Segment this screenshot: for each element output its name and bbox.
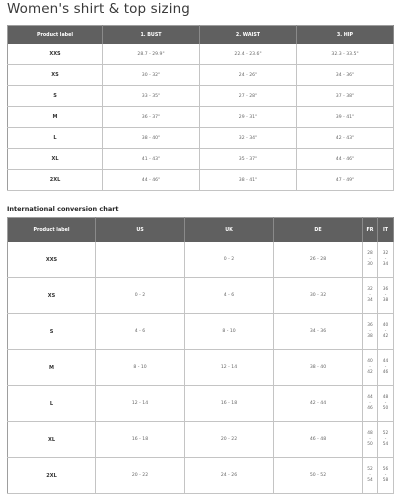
sizing-cell-hip: 42 - 43" [297,128,394,149]
conversion-cell-it [378,242,394,278]
conversion-cell-label: 2XL [8,458,96,494]
conversion-fr-part: 46 [367,406,373,412]
conversion-cell-us: 4 - 6 [96,314,185,350]
conversion-chart-title: International conversion chart [7,205,119,213]
conversion-cell-fr [363,350,378,386]
sizing-cell-label: XS [8,65,103,86]
sizing-cell-hip: 47 - 49" [297,170,394,191]
conversion-it-part: - [384,364,387,370]
conversion-table [7,217,394,494]
conversion-it-part: 42 [382,334,389,340]
conversion-header-us: US [96,218,185,243]
conversion-it-part: 36 [382,287,389,293]
sizing-cell-bust: 28.7 - 29.9" [103,44,200,65]
conversion-row [8,242,394,278]
sizing-cell-hip: 39 - 41" [297,107,394,128]
conversion-cell-uk: 16 - 18 [185,386,274,422]
conversion-cell-label: XL [8,422,96,458]
conversion-fr-part: 42 [367,370,373,376]
sizing-cell-hip: 37 - 38" [297,86,394,107]
conversion-fr-part: 54 [367,478,373,484]
conversion-cell-de: 30 - 32 [274,278,363,314]
sizing-cell-bust: 41 - 43" [103,149,200,170]
conversion-fr-part: 50 [367,442,373,448]
conversion-it-part: 58 [382,478,389,484]
conversion-fr-part: - [369,472,371,478]
conversion-cell-us: 16 - 18 [96,422,185,458]
conversion-cell-de: 38 - 40 [274,350,363,386]
conversion-cell-us: 0 - 2 [96,278,185,314]
sizing-row [8,128,394,149]
conversion-fr-part: - [369,364,371,370]
conversion-header-de: DE [274,218,363,243]
sizing-table-body [8,44,394,191]
conversion-cell-label: XS [8,278,96,314]
conversion-fr-part: 28 [367,251,373,257]
conversion-it-part: - [384,436,387,442]
conversion-it-part: 40 [382,323,389,329]
conversion-it-part: 38 [382,298,389,304]
conversion-cell-uk: 8 - 10 [185,314,274,350]
conversion-fr-part: 38 [367,334,373,340]
conversion-fr-part: 52 [367,467,373,473]
conversion-cell-uk: 12 - 14 [185,350,274,386]
conversion-fr-part: 34 [367,298,373,304]
sizing-cell-hip: 34 - 36" [297,65,394,86]
conversion-it-part: - [384,292,387,298]
sizing-cell-label: S [8,86,103,107]
conversion-cell-uk: 4 - 6 [185,278,274,314]
conversion-it-part: 34 [382,262,389,268]
conversion-cell-de: 46 - 48 [274,422,363,458]
conversion-row [8,314,394,350]
conversion-row [8,458,394,494]
conversion-cell-it [378,458,394,494]
conversion-fr-part: 44 [367,395,373,401]
conversion-it-part: 50 [382,406,389,412]
conversion-it-part: 56 [382,467,389,473]
conversion-fr-part: 30 [367,262,373,268]
conversion-cell-de: 50 - 52 [274,458,363,494]
conversion-cell-fr [363,386,378,422]
sizing-row [8,65,394,86]
sizing-cell-label: XXS [8,44,103,65]
sizing-cell-waist: 29 - 31" [200,107,297,128]
conversion-cell-fr [363,242,378,278]
sizing-row [8,170,394,191]
conversion-cell-us [96,242,185,278]
sizing-cell-label: L [8,128,103,149]
sizing-row [8,149,394,170]
conversion-cell-us: 8 - 10 [96,350,185,386]
sizing-row [8,44,394,65]
conversion-row [8,422,394,458]
conversion-cell-label: XXS [8,242,96,278]
conversion-fr-part: - [369,256,371,262]
sizing-row [8,107,394,128]
conversion-header-uk: UK [185,218,274,243]
sizing-cell-hip: 44 - 46" [297,149,394,170]
sizing-cell-waist: 38 - 41" [200,170,297,191]
conversion-cell-it [378,278,394,314]
sizing-cell-label: 2XL [8,170,103,191]
conversion-cell-de: 42 - 44 [274,386,363,422]
conversion-it-part: 46 [382,370,389,376]
conversion-it-part: - [384,400,387,406]
sizing-cell-waist: 35 - 37" [200,149,297,170]
sizing-cell-waist: 32 - 34" [200,128,297,149]
conversion-cell-label: L [8,386,96,422]
conversion-fr-part: 32 [367,287,373,293]
conversion-row [8,278,394,314]
conversion-row [8,386,394,422]
sizing-cell-bust: 38 - 40" [103,128,200,149]
sizing-header-product-label: Product label [8,26,103,45]
conversion-it-part: - [384,328,387,334]
conversion-it-part: 52 [382,431,389,437]
conversion-cell-it [378,422,394,458]
conversion-cell-it [378,314,394,350]
conversion-it-part: 54 [382,442,389,448]
conversion-header-it: IT [378,218,394,243]
sizing-cell-bust: 30 - 32" [103,65,200,86]
conversion-it-part: 44 [382,359,389,365]
sizing-cell-label: M [8,107,103,128]
sizing-row [8,86,394,107]
conversion-fr-part: - [369,436,371,442]
conversion-fr-part: 36 [367,323,373,329]
conversion-fr-part: - [369,400,371,406]
conversion-cell-us: 12 - 14 [96,386,185,422]
conversion-it-part: 48 [382,395,389,401]
conversion-header-fr: FR [363,218,378,243]
conversion-header-product-label: Product label [8,218,96,243]
conversion-cell-label: M [8,350,96,386]
sizing-cell-bust: 33 - 35" [103,86,200,107]
sizing-header-bust: 1. BUST [103,26,200,45]
conversion-cell-de: 26 - 28 [274,242,363,278]
conversion-fr-part: 40 [367,359,373,365]
sizing-cell-waist: 27 - 28" [200,86,297,107]
conversion-it-part: - [384,256,387,262]
conversion-it-part: 32 [382,251,389,257]
sizing-cell-bust: 36 - 37" [103,107,200,128]
sizing-table [7,25,394,191]
conversion-it-part: - [384,472,387,478]
conversion-row [8,350,394,386]
conversion-cell-fr [363,278,378,314]
conversion-cell-fr [363,314,378,350]
sizing-header-row [8,26,394,45]
conversion-cell-label: S [8,314,96,350]
sizing-cell-label: XL [8,149,103,170]
sizing-cell-hip: 32.3 - 33.5" [297,44,394,65]
conversion-cell-de: 34 - 36 [274,314,363,350]
conversion-cell-uk: 20 - 22 [185,422,274,458]
conversion-cell-it [378,350,394,386]
conversion-cell-it [378,386,394,422]
conversion-header-row [8,218,394,243]
conversion-cell-fr [363,422,378,458]
page-title: Women's shirt & top sizing [7,1,190,17]
sizing-cell-waist: 22.4 - 23.6" [200,44,297,65]
conversion-fr-part: - [369,328,371,334]
sizing-cell-bust: 44 - 46" [103,170,200,191]
conversion-cell-uk: 0 - 2 [185,242,274,278]
conversion-cell-us: 20 - 22 [96,458,185,494]
conversion-fr-part: - [369,292,371,298]
conversion-table-body [8,242,394,494]
conversion-cell-uk: 24 - 26 [185,458,274,494]
sizing-cell-waist: 24 - 26" [200,65,297,86]
conversion-fr-part: 48 [367,431,373,437]
sizing-header-waist: 2. WAIST [200,26,297,45]
sizing-header-hip: 3. HIP [297,26,394,45]
conversion-cell-fr [363,458,378,494]
